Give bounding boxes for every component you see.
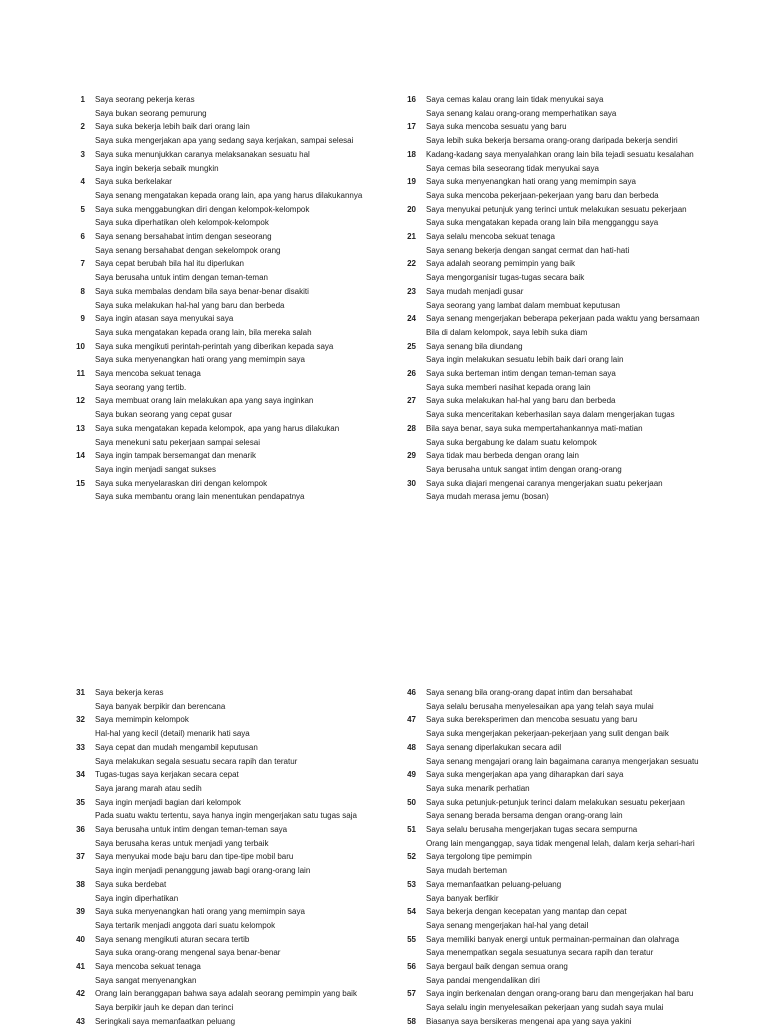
item-statements <box>95 257 268 284</box>
list-item <box>75 960 425 987</box>
list-item <box>75 120 425 147</box>
statement-a: Saya suka membalas dendam bila saya benar-benar disakiti <box>95 286 309 296</box>
list-item <box>75 878 425 905</box>
item-number: 40 <box>76 934 85 944</box>
statement-a: Saya bekerja dengan kecepatan yang mantap dan cepat <box>426 907 627 917</box>
statement-b: Saya ingin bekerja sebaik mungkin <box>95 163 219 173</box>
statement-a: Saya senang mengikuti aturan secara tertib <box>95 934 250 944</box>
list-item <box>406 340 756 367</box>
block-top-left <box>75 93 425 504</box>
block-bottom-right <box>406 686 756 1029</box>
list-item <box>406 367 756 394</box>
list-item <box>406 1015 756 1029</box>
list-item <box>406 120 756 147</box>
statement-b: Saya senang bekerja dengan sangat cermat dan hati-hati <box>426 245 630 255</box>
item-statements <box>95 367 201 394</box>
item-number: 47 <box>407 715 416 725</box>
item-statements <box>95 823 287 850</box>
statement-b: Saya senang bersahabat dengan sekelompok orang <box>95 245 281 255</box>
statement-b: Saya jarang marah atau sedih <box>95 783 202 793</box>
statement-a: Saya suka mengatakan kepada kelompok, apa yang harus dilakukan <box>95 423 340 433</box>
statement-b: Saya ingin diperhatikan <box>95 893 179 903</box>
list-item <box>75 148 425 175</box>
statement-b: Saya seorang yang tertib. <box>95 382 187 392</box>
list-item <box>75 422 425 449</box>
list-item <box>75 367 425 394</box>
item-statements <box>95 905 305 932</box>
statement-b: Saya ingin menjadi sangat sukses <box>95 464 216 474</box>
list-item <box>406 285 756 312</box>
statement-b: Saya senang mengajari orang lain bagaimana caranya mengerjakan sesuatu <box>426 756 699 766</box>
statement-b: Saya berusaha untuk intim dengan teman-teman <box>95 273 268 283</box>
item-number: 34 <box>76 770 85 780</box>
statement-a: Saya senang mengerjakan beberapa pekerjaan pada waktu yang bersamaan <box>426 314 700 324</box>
list-item <box>75 686 425 713</box>
item-statements <box>95 120 353 147</box>
item-number: 10 <box>76 341 85 351</box>
statement-b: Saya bukan seorang yang cepat gusar <box>95 410 232 420</box>
statement-a: Saya mencoba sekuat tenaga <box>95 369 201 379</box>
list-item <box>406 768 756 795</box>
item-statements <box>95 477 304 504</box>
statement-a: Saya suka menyelaraskan diri dengan kelompok <box>95 478 268 488</box>
statement-b: Saya senang mengatakan kepada orang lain, apa yang harus dilakukannya <box>95 190 363 200</box>
statement-b: Saya mudah berteman <box>426 866 507 876</box>
statement-a: Saya tidak mau berbeda dengan orang lain <box>426 451 579 461</box>
statement-a: Tugas-tugas saya kerjakan secara cepat <box>95 770 239 780</box>
item-number: 2 <box>80 122 85 132</box>
statement-b: Saya suka menceritakan keberhasilan saya dalam mengerjakan tugas <box>426 410 675 420</box>
item-statements <box>426 449 622 476</box>
statement-a: Saya cepat berubah bila hal itu diperlukan <box>95 259 244 269</box>
item-number: 8 <box>80 286 85 296</box>
item-number: 25 <box>407 341 416 351</box>
item-statements <box>426 796 685 823</box>
item-number: 9 <box>80 314 85 324</box>
list-item <box>406 796 756 823</box>
item-statements <box>426 960 568 987</box>
item-number: 43 <box>76 1016 85 1026</box>
list-item <box>406 312 756 339</box>
statement-a: Saya cepat dan mudah mengambil keputusan <box>95 742 258 752</box>
statement-b: Saya suka diperhatikan oleh kelompok-kelompok <box>95 218 269 228</box>
item-number: 54 <box>407 907 416 917</box>
statement-b: Orang lain menganggap, saya tidak mengenal lelah, dalam kerja sehari-hari <box>426 838 695 848</box>
item-number: 36 <box>76 825 85 835</box>
list-item <box>75 741 425 768</box>
statement-b: Saya mudah merasa jemu (bosan) <box>426 492 549 502</box>
statement-b: Saya ingin menjadi penanggung jawab bagi orang-orang lain <box>95 866 311 876</box>
statement-b: Pada suatu waktu tertentu, saya hanya ingin mengerjakan satu tugas saja <box>95 811 357 821</box>
item-statements <box>426 1015 631 1029</box>
item-statements <box>426 987 693 1014</box>
item-number: 1 <box>80 95 85 104</box>
item-statements <box>426 878 561 905</box>
item-statements <box>426 850 532 877</box>
item-number: 29 <box>407 451 416 461</box>
statement-a: Saya senang bila orang-orang dapat intim dan bersahabat <box>426 688 633 697</box>
item-number: 26 <box>407 369 416 379</box>
item-number: 53 <box>407 879 416 889</box>
item-statements <box>426 257 584 284</box>
item-number: 30 <box>407 478 416 488</box>
item-number: 3 <box>80 149 85 159</box>
item-number: 6 <box>80 232 85 242</box>
list-item <box>406 686 756 713</box>
item-number: 15 <box>76 478 85 488</box>
list-item <box>75 477 425 504</box>
item-statements <box>95 230 280 257</box>
item-statements <box>426 823 695 850</box>
statement-b: Saya sangat menyenangkan <box>95 975 197 985</box>
list-item <box>75 93 425 120</box>
item-number: 49 <box>407 770 416 780</box>
statement-a: Saya suka diajari mengenai caranya mengerjakan suatu pekerjaan <box>426 478 663 488</box>
item-statements <box>95 850 310 877</box>
item-statements <box>426 394 675 421</box>
item-statements <box>426 713 669 740</box>
item-number: 41 <box>76 962 85 972</box>
list-item <box>406 850 756 877</box>
item-statements <box>95 93 207 120</box>
item-statements <box>95 878 178 905</box>
statement-a: Kadang-kadang saya menyalahkan orang lain bila tejadi sesuatu kesalahan <box>426 149 694 159</box>
statement-a: Biasanya saya bersikeras mengenai apa yang saya yakini <box>426 1016 632 1026</box>
statement-b: Saya senang berada bersama dengan orang-orang lain <box>426 811 623 821</box>
list-item <box>75 987 425 1014</box>
statement-b: Saya senang kalau orang-orang memperhatikan saya <box>426 108 617 118</box>
statement-a: Saya suka berteman intim dengan teman-teman saya <box>426 369 616 379</box>
item-number: 35 <box>76 797 85 807</box>
statement-b: Saya suka bergabung ke dalam suatu kelompok <box>426 437 597 447</box>
statement-a: Saya suka berdebat <box>95 879 167 889</box>
item-number: 28 <box>407 423 416 433</box>
statement-a: Saya suka menyenangkan hati orang yang memimpin saya <box>95 907 305 917</box>
item-statements <box>426 367 616 394</box>
item-number: 24 <box>407 314 416 324</box>
statement-a: Saya suka menggabungkan diri dengan kelompok-kelompok <box>95 204 310 214</box>
statement-b: Saya tertarik menjadi anggota dari suatu kelompok <box>95 920 276 930</box>
block-bottom-left <box>75 686 425 1029</box>
statement-b: Saya suka membantu orang lain menentukan pendapatnya <box>95 492 305 502</box>
item-number: 4 <box>80 177 85 187</box>
list-item <box>406 741 756 768</box>
item-statements <box>95 285 309 312</box>
item-number: 17 <box>407 122 416 132</box>
statement-a: Saya menyukai mode baju baru dan tipe-tipe mobil baru <box>95 852 294 862</box>
statement-b: Saya berpikir jauh ke depan dan terinci <box>95 1003 234 1013</box>
item-number: 46 <box>407 688 416 697</box>
statement-b: Saya suka menyenangkan hati orang yang memimpin saya <box>95 355 305 365</box>
item-number: 48 <box>407 742 416 752</box>
item-statements <box>426 203 687 230</box>
item-statements <box>426 422 643 449</box>
block-top-right <box>406 93 756 504</box>
list-item <box>406 148 756 175</box>
statement-a: Saya suka mengerjakan apa yang diharapkan dari saya <box>426 770 624 780</box>
statement-a: Saya seorang pekerja keras <box>95 95 195 104</box>
list-item <box>406 449 756 476</box>
item-statements <box>95 449 256 476</box>
list-item <box>75 1015 425 1029</box>
item-statements <box>95 148 310 175</box>
list-item <box>75 850 425 877</box>
statement-a: Saya tergolong tipe pemimpin <box>426 852 532 862</box>
list-item <box>75 449 425 476</box>
item-statements <box>95 1015 235 1029</box>
list-item <box>406 477 756 504</box>
item-number: 37 <box>76 852 85 862</box>
list-item <box>406 175 756 202</box>
item-number: 21 <box>407 232 416 242</box>
statement-a: Saya mudah menjadi gusar <box>426 286 524 296</box>
statement-a: Saya ingin tampak bersemangat dan menarik <box>95 451 256 461</box>
item-number: 51 <box>407 825 416 835</box>
item-number: 57 <box>407 989 416 999</box>
item-statements <box>95 422 339 449</box>
statement-a: Saya memimpin kelompok <box>95 715 189 725</box>
statement-a: Saya menyukai petunjuk yang terinci untuk melakukan sesuatu pekerjaan <box>426 204 687 214</box>
item-statements <box>426 686 654 713</box>
statement-b: Saya seorang yang lambat dalam membuat keputusan <box>426 300 620 310</box>
statement-b: Saya berusaha keras untuk menjadi yang terbaik <box>95 838 269 848</box>
statement-a: Saya ingin atasan saya menyukai saya <box>95 314 234 324</box>
statement-a: Saya bergaul baik dengan semua orang <box>426 962 568 972</box>
item-number: 23 <box>407 286 416 296</box>
list-item <box>75 340 425 367</box>
statement-b: Saya suka mengerjakan pekerjaan-pekerjaan yang sulit dengan baik <box>426 729 669 739</box>
item-statements <box>426 741 699 768</box>
list-item <box>406 230 756 257</box>
item-number: 50 <box>407 797 416 807</box>
statement-a: Saya suka berkelakar <box>95 177 172 187</box>
item-statements <box>426 120 678 147</box>
item-number: 31 <box>76 688 85 697</box>
list-item <box>406 713 756 740</box>
statement-a: Saya ingin menjadi bagian dari kelompok <box>95 797 241 807</box>
item-statements <box>95 933 280 960</box>
list-item <box>75 257 425 284</box>
item-number: 13 <box>76 423 85 433</box>
item-number: 42 <box>76 989 85 999</box>
statement-b: Saya bukan seorang pemurung <box>95 108 207 118</box>
list-item <box>75 394 425 421</box>
statement-a: Orang lain beranggapan bahwa saya adalah seorang pemimpin yang baik <box>95 989 357 999</box>
item-number: 18 <box>407 149 416 159</box>
item-statements <box>426 175 659 202</box>
item-number: 27 <box>407 396 416 406</box>
item-number: 58 <box>407 1016 416 1026</box>
item-number: 32 <box>76 715 85 725</box>
item-statements <box>426 93 616 120</box>
statement-a: Saya senang bila diundang <box>426 341 523 351</box>
statement-a: Saya suka bekerja lebih baik dari orang lain <box>95 122 250 132</box>
statement-b: Saya selalu ingin menyelesaikan pekerjaan yang sudah saya mulai <box>426 1003 664 1013</box>
item-statements <box>426 285 620 312</box>
statement-b: Saya suka memberi nasihat kepada orang lain <box>426 382 591 392</box>
item-statements <box>95 987 357 1014</box>
statement-a: Saya memiliki banyak energi untuk permainan-permainan dan olahraga <box>426 934 680 944</box>
statement-b: Saya banyak berfikir <box>426 893 499 903</box>
item-statements <box>95 686 225 713</box>
list-item <box>406 987 756 1014</box>
item-number: 12 <box>76 396 85 406</box>
statement-b: Saya lebih suka bekerja bersama orang-orang daripada bekerja sendiri <box>426 136 678 146</box>
statement-b: Saya suka mengerjakan apa yang sedang saya kerjakan, sampai selesai <box>95 136 354 146</box>
list-item <box>406 257 756 284</box>
item-number: 55 <box>407 934 416 944</box>
item-number: 11 <box>76 369 85 379</box>
list-item <box>406 878 756 905</box>
statement-a: Saya adalah seorang pemimpin yang baik <box>426 259 575 269</box>
item-statements <box>426 230 629 257</box>
item-number: 38 <box>76 879 85 889</box>
statement-a: Saya suka mengikuti perintah-perintah yang diberikan kepada saya <box>95 341 334 351</box>
item-statements <box>95 340 333 367</box>
statement-b: Saya menempatkan segala sesuatunya secara rapih dan teratur <box>426 948 654 958</box>
item-statements <box>95 312 312 339</box>
item-statements <box>95 960 201 987</box>
item-number: 16 <box>407 95 416 104</box>
item-statements <box>95 394 313 421</box>
statement-b: Saya melakukan segala sesuatu secara rapih dan teratur <box>95 756 298 766</box>
statement-b: Saya suka mencoba pekerjaan-pekerjaan yang baru dan berbeda <box>426 190 659 200</box>
statement-a: Saya suka menyenangkan hati orang yang memimpin saya <box>426 177 636 187</box>
list-item <box>75 933 425 960</box>
list-item <box>406 933 756 960</box>
statement-b: Saya senang mengerjakan hal-hal yang detail <box>426 920 589 930</box>
statement-b: Hal-hal yang kecil (detail) menarik hati saya <box>95 729 250 739</box>
statement-a: Seringkali saya memanfaatkan peluang <box>95 1016 236 1026</box>
item-statements <box>95 713 250 740</box>
list-item <box>406 203 756 230</box>
statement-b: Saya suka melakukan hal-hal yang baru dan berbeda <box>95 300 285 310</box>
statement-b: Saya suka menarik perhatian <box>426 783 530 793</box>
statement-b: Bila di dalam kelompok, saya lebih suka diam <box>426 327 588 337</box>
list-item <box>75 768 425 795</box>
item-statements <box>426 148 694 175</box>
statement-a: Saya selalu mencoba sekuat tenaga <box>426 232 555 242</box>
statement-a: Saya senang bersahabat intim dengan seseorang <box>95 232 272 242</box>
item-number: 7 <box>80 259 85 269</box>
statement-b: Saya pandai mengendalikan diri <box>426 975 540 985</box>
list-item <box>406 823 756 850</box>
item-number: 39 <box>76 907 85 917</box>
item-number: 56 <box>407 962 416 972</box>
item-number: 33 <box>76 742 85 752</box>
statement-b: Saya suka mengatakan kepada orang lain bila mengganggu saya <box>426 218 659 228</box>
statement-b: Saya mengorganisir tugas-tugas secara baik <box>426 273 585 283</box>
list-item <box>75 230 425 257</box>
item-statements <box>95 768 239 795</box>
item-statements <box>426 905 627 932</box>
statement-a: Saya mencoba sekuat tenaga <box>95 962 201 972</box>
list-item <box>75 823 425 850</box>
statement-a: Saya suka petunjuk-petunjuk terinci dalam melakukan sesuatu pekerjaan <box>426 797 685 807</box>
list-item <box>75 713 425 740</box>
statement-b: Saya suka mengatakan kepada orang lain, bila mereka salah <box>95 327 312 337</box>
statement-a: Saya senang diperlakukan secara adil <box>426 742 562 752</box>
statement-b: Saya menekuni satu pekerjaan sampai selesai <box>95 437 260 447</box>
statement-a: Saya bekerja keras <box>95 688 164 697</box>
list-item <box>75 203 425 230</box>
statement-a: Saya memanfaatkan peluang-peluang <box>426 879 562 889</box>
statement-a: Saya selalu berusaha mengerjakan tugas secara sempurna <box>426 825 638 835</box>
list-item <box>75 285 425 312</box>
list-item <box>406 394 756 421</box>
statement-a: Saya cemas kalau orang lain tidak menyukai saya <box>426 95 604 104</box>
item-number: 20 <box>407 204 416 214</box>
item-statements <box>426 477 663 504</box>
statement-a: Saya suka menunjukkan caranya melaksanakan sesuatu hal <box>95 149 310 159</box>
statement-b: Saya cemas bila seseorang tidak menyukai saya <box>426 163 599 173</box>
statement-b: Saya ingin melakukan sesuatu lebih baik dari orang lain <box>426 355 624 365</box>
list-item <box>75 905 425 932</box>
item-statements <box>95 175 362 202</box>
item-number: 52 <box>407 852 416 862</box>
list-item <box>406 93 756 120</box>
list-item <box>75 796 425 823</box>
list-item <box>75 312 425 339</box>
item-number: 22 <box>407 259 416 269</box>
item-statements <box>95 741 297 768</box>
statement-a: Saya suka melakukan hal-hal yang baru dan berbeda <box>426 396 616 406</box>
statement-b: Saya selalu berusaha menyelesaikan apa yang telah saya mulai <box>426 701 654 711</box>
statement-a: Saya suka mencoba sesuatu yang baru <box>426 122 567 132</box>
item-statements <box>95 203 309 230</box>
list-item <box>406 422 756 449</box>
item-statements <box>426 933 679 960</box>
statement-b: Saya banyak berpikir dan berencana <box>95 701 226 711</box>
statement-b: Saya berusaha untuk sangat intim dengan orang-orang <box>426 464 622 474</box>
statement-a: Saya suka bereksperimen dan mencoba sesuatu yang baru <box>426 715 638 725</box>
statement-a: Saya berusaha untuk intim dengan teman-teman saya <box>95 825 288 835</box>
list-item <box>406 960 756 987</box>
item-statements <box>426 312 700 339</box>
statement-b: Saya suka orang-orang mengenal saya benar-benar <box>95 948 281 958</box>
item-number: 19 <box>407 177 416 187</box>
list-item <box>75 175 425 202</box>
item-number: 5 <box>80 204 85 214</box>
statement-a: Saya membuat orang lain melakukan apa yang saya inginkan <box>95 396 314 406</box>
list-item <box>406 905 756 932</box>
item-statements <box>95 796 357 823</box>
item-statements <box>426 768 623 795</box>
item-number: 14 <box>76 451 85 461</box>
statement-a: Bila saya benar, saya suka mempertahankannya mati-matian <box>426 423 643 433</box>
item-statements <box>426 340 623 367</box>
statement-a: Saya ingin berkenalan dengan orang-orang baru dan mengerjakan hal baru <box>426 989 694 999</box>
